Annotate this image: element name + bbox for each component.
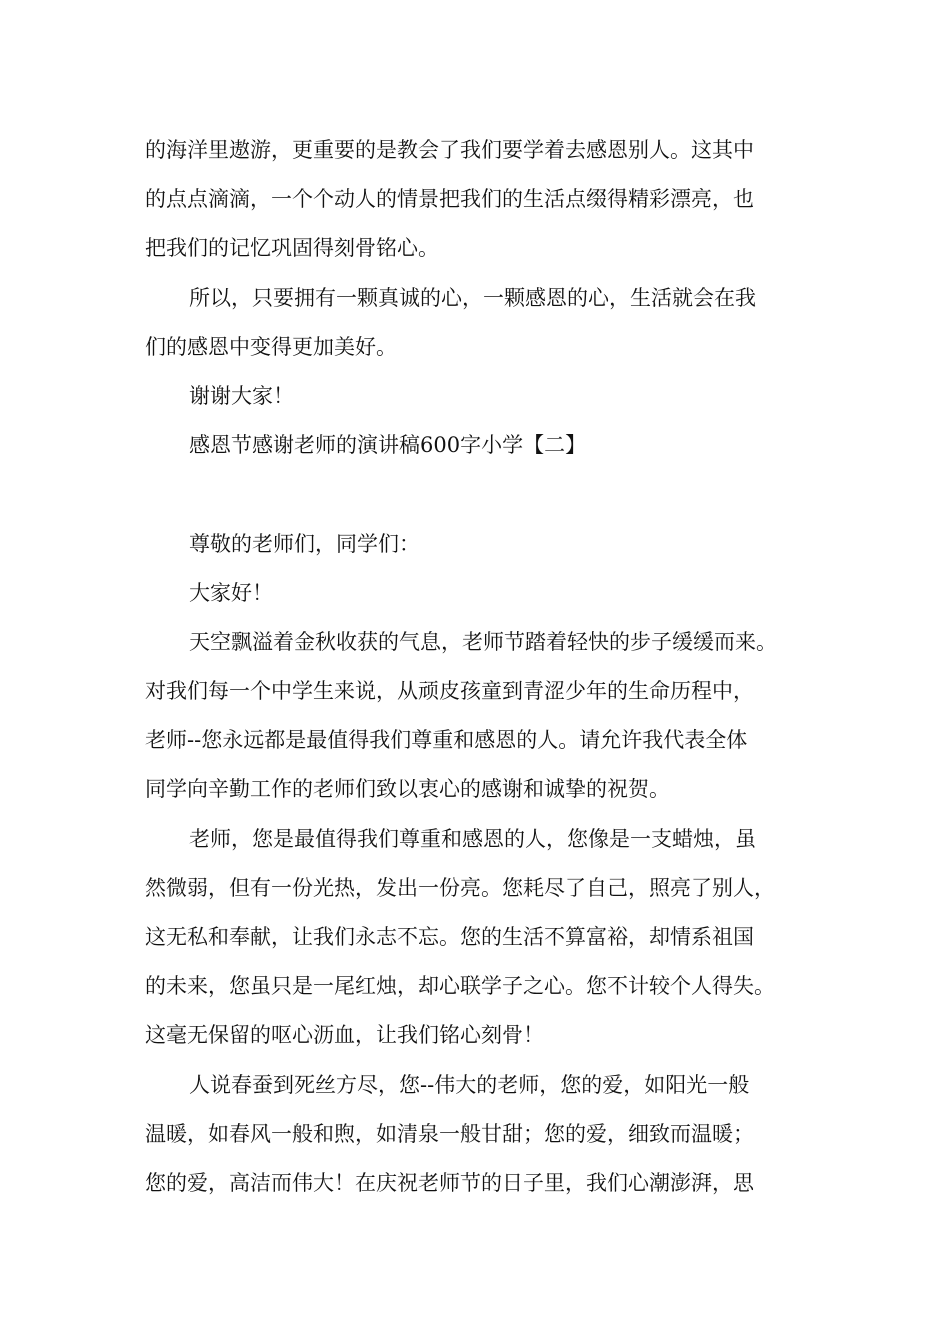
text-line: 们的感恩中变得更加美好。 bbox=[145, 334, 397, 359]
text-line: 这毫无保留的呕心沥血，让我们铭心刻骨！ bbox=[145, 1023, 544, 1048]
section-heading: 感恩节感谢老师的演讲稿600字小学【二】 bbox=[189, 433, 587, 458]
text-line: 温暖，如春风一般和煦，如清泉一般甘甜；您的爱，细致而温暖； bbox=[145, 1121, 754, 1146]
text-line: 然微弱，但有一份光热，发出一份亮。您耗尽了自己，照亮了别人， bbox=[145, 875, 775, 900]
text-line: 所以，只要拥有一颗真诚的心，一颗感恩的心，生活就会在我 bbox=[189, 285, 756, 310]
text-line: 您的爱，高洁而伟大！在庆祝老师节的日子里，我们心潮澎湃，思 bbox=[145, 1170, 754, 1195]
text-line: 老师，您是最值得我们尊重和感恩的人，您像是一支蜡烛，虽 bbox=[189, 826, 756, 851]
text-line: 对我们每一个中学生来说，从顽皮孩童到青涩少年的生命历程中， bbox=[145, 679, 754, 704]
text-line: 同学向辛勤工作的老师们致以衷心的感谢和诚挚的祝贺。 bbox=[145, 777, 670, 802]
text-line: 的海洋里遨游，更重要的是教会了我们要学着去感恩别人。这其中 bbox=[145, 138, 754, 162]
blank-line bbox=[145, 470, 825, 519]
greeting: 大家好！ bbox=[189, 580, 273, 605]
document-body bbox=[145, 126, 825, 1208]
text-line: 把我们的记忆巩固得刻骨铭心。 bbox=[145, 236, 439, 261]
text-line: 的点点滴滴，一个个动人的情景把我们的生活点缀得精彩漂亮，也 bbox=[145, 187, 754, 212]
salutation: 尊敬的老师们，同学们： bbox=[189, 531, 420, 556]
text-line: 人说春蚕到死丝方尽，您--伟大的老师，您的爱，如阳光一般 bbox=[189, 1072, 750, 1097]
text-line: 天空飘溢着金秋收获的气息，老师节踏着轻快的步子缓缓而来。 bbox=[189, 629, 777, 654]
closing-line: 谢谢大家！ bbox=[189, 383, 294, 408]
text-line: 的未来，您虽只是一尾红烛，却心联学子之心。您不计较个人得失。 bbox=[145, 974, 775, 999]
text-line: 老师--您永远都是最值得我们尊重和感恩的人。请允许我代表全体 bbox=[145, 728, 748, 753]
text-line: 这无私和奉献，让我们永志不忘。您的生活不算富裕，却情系祖国 bbox=[145, 925, 754, 949]
